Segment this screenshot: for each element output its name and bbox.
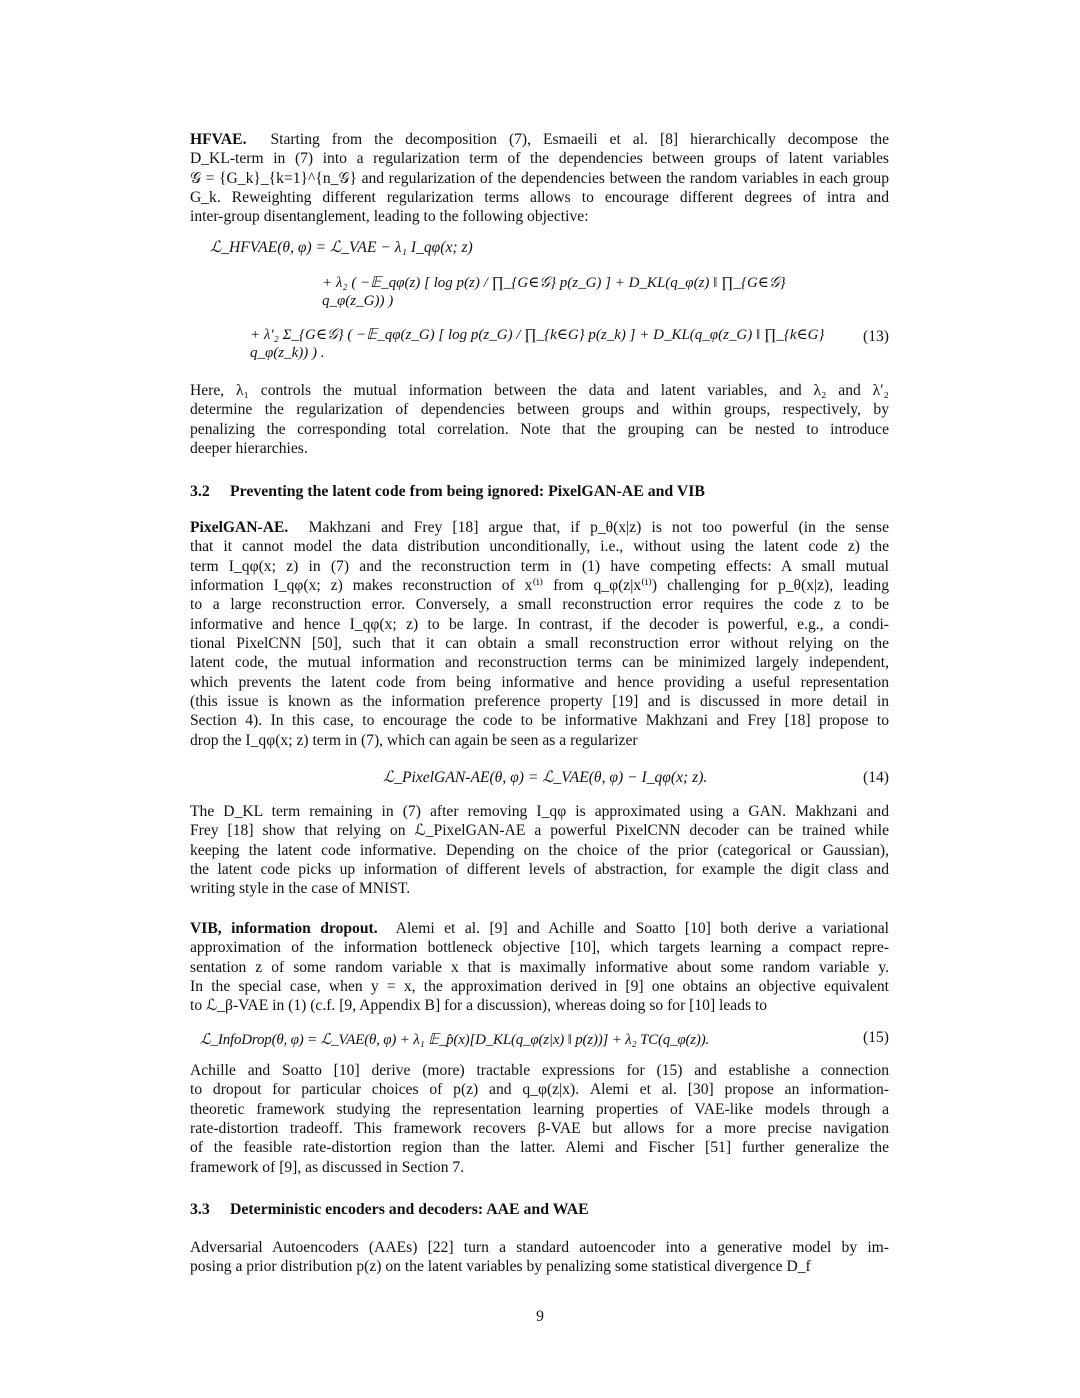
text-line: [190, 1061, 889, 1080]
line-text: inter-group disentanglement, leading to the following objective:: [190, 208, 589, 226]
paragraph-hfvae: [190, 130, 889, 227]
line-text: rate-distortion tradeoff. This framework recovers β-VAE but allows for a more precise navigation: [190, 1120, 889, 1138]
text-line: [190, 711, 889, 730]
text-line: [190, 518, 889, 537]
line-text: 𝒢 = {G_k}_{k=1}^{n_𝒢} and regularization of the dependencies between the random variables in each group: [190, 169, 889, 187]
text-line: [190, 1238, 889, 1257]
equation-14: ℒ_PixelGAN-AE(θ, φ) = ℒ_VAE(θ, φ) − I_qφ(x; z).: [383, 769, 708, 786]
text-line: [190, 879, 889, 898]
line-text: Frey [18] show that relying on ℒ_PixelGAN-AE a powerful PixelCNN decoder can be trained while: [190, 822, 889, 840]
paragraph-aae: [190, 1238, 889, 1277]
text-line: [190, 439, 889, 458]
paragraph-achille: [190, 1061, 889, 1177]
text-line: [190, 821, 889, 840]
line-text: theoretic framework studying the representation learning properties of VAE-like models through a: [190, 1100, 889, 1118]
text-line: [190, 130, 889, 149]
text-line: [190, 169, 889, 188]
text-line: [190, 653, 889, 672]
line-text: determine the regularization of dependencies between groups and within groups, respectively, by: [190, 401, 889, 419]
paragraph-here: [190, 381, 889, 458]
text-line: [190, 149, 889, 168]
text-line: [190, 576, 889, 595]
text-line: [190, 1100, 889, 1119]
line-text: (this issue is known as the information preference property [19] and is discussed in more detail in: [190, 693, 889, 711]
text-line: [190, 1257, 889, 1276]
text-line: [190, 1158, 889, 1177]
line-text: Starting from the decomposition (7), Esmaeili et al. [8] hierarchically decompose the: [246, 131, 889, 148]
text-line: [190, 595, 889, 614]
line-text: framework of [9], as discussed in Section 7.: [190, 1158, 465, 1176]
text-line: [190, 634, 889, 653]
line-text: sentation z of some random variable x that is maximally informative about some random variable y.: [190, 958, 889, 976]
equation-15: ℒ_InfoDrop(θ, φ) = ℒ_VAE(θ, φ) + λ₁ 𝔼_p̂(x)[D_KL(q_φ(z|x) ‖ p(z))] + λ₂ TC(q_φ(z)).: [200, 1032, 710, 1048]
line-text: that it cannot model the data distribution unconditionally, i.e., without using the latent code z) the: [190, 538, 889, 556]
line-text: G_k. Reweighting different regularization terms allows to encourage different degrees of intra and: [190, 189, 889, 207]
section-heading-3-2: [190, 483, 705, 501]
text-line: [190, 1080, 889, 1099]
equation-15-number: (15): [863, 1029, 889, 1046]
section-heading-3-3: [190, 1201, 589, 1219]
line-text: latent code, the mutual information and reconstruction terms can be minimized largely independent,: [190, 654, 889, 672]
text-line: [190, 996, 889, 1015]
line-text: to dropout for particular choices of p(z) and q_φ(z|x). Alemi et al. [30] propose an information-: [190, 1081, 889, 1099]
line-text: penalizing the corresponding total correlation. Note that the grouping can be nested to introduce: [190, 420, 889, 438]
line-text: the latent code picks up information of different levels of abstraction, for example the digit class and: [190, 861, 889, 879]
line-text: information I_qφ(x; z) makes reconstruction of x⁽ⁱ⁾ from q_φ(z|x⁽ⁱ⁾) challenging for p_θ(x|z), leading: [190, 577, 889, 595]
line-text: of the feasible rate-distortion region than the latter. Alemi and Fischer [51] further generalize the: [190, 1139, 889, 1157]
section-title: Deterministic encoders and decoders: AAE and WAE: [230, 1201, 589, 1218]
line-text: The D_KL term remaining in (7) after removing I_qφ is approximated using a GAN. Makhzani and: [190, 803, 889, 820]
equation-13-line-3: + λ′₂ Σ_{G∈𝒢} ( −𝔼_qφ(z_G) [ log p(z_G) / ∏_{k∈G} p(z_k) ] + D_KL(q_φ(z_G) ‖ ∏_{k∈G} q_φ(z_k)) ) .: [250, 327, 825, 361]
text-line: [190, 1138, 889, 1157]
line-text: drop the I_qφ(x; z) term in (7), which can again be seen as a regularizer: [190, 731, 638, 749]
line-text: Section 4). In this case, to encourage the code to be informative Makhzani and Frey [18] propose to: [190, 712, 889, 730]
text-line: [190, 188, 889, 207]
text-line: [190, 537, 889, 556]
text-line: [190, 841, 889, 860]
section-title: Preventing the latent code from being ignored: PixelGAN-AE and VIB: [230, 483, 705, 500]
text-line: [190, 802, 889, 821]
equation-13-number: (13): [863, 328, 889, 345]
line-text: D_KL-term in (7) into a regularization term of the dependencies between groups of latent variables: [190, 150, 889, 168]
page-number: 9: [536, 1308, 544, 1325]
text-line: [190, 977, 889, 996]
line-text: Makhzani and Frey [18] argue that, if p_θ(x|z) is not too powerful (in the sense: [288, 519, 889, 536]
text-line: [190, 958, 889, 977]
line-text: deeper hierarchies.: [190, 440, 308, 458]
line-text: informative and hence I_qφ(x; z) to be large. In contrast, if the decoder is powerful, e.g., a condi-: [190, 615, 889, 633]
line-text: posing a prior distribution p(z) on the latent variables by penalizing some statistical divergence D_f: [190, 1258, 811, 1276]
paragraph-lead: HFVAE.: [190, 131, 247, 148]
text-line: [190, 420, 889, 439]
paragraph-lead: PixelGAN-AE.: [190, 519, 289, 536]
line-text: Achille and Soatto [10] derive (more) tractable expressions for (15) and establishe a connection: [190, 1062, 889, 1079]
line-text: writing style in the case of MNIST.: [190, 880, 411, 898]
line-text: which prevents the latent code from being informative and hence providing a useful representation: [190, 673, 889, 691]
line-text: tional PixelCNN [50], such that it can obtain a small reconstruction error without relying on the: [190, 635, 889, 653]
line-text: to ℒ_β-VAE in (1) (c.f. [9, Appendix B] for a discussion), whereas doing so for [10] leads to: [190, 997, 768, 1015]
text-line: [190, 860, 889, 879]
text-line: [190, 381, 889, 400]
line-text: approximation of the information bottleneck objective [10], which targets learning a compact repre-: [190, 939, 889, 957]
line-text: to a large reconstruction error. Conversely, a small reconstruction error requires the code z to be: [190, 596, 889, 614]
text-line: [190, 919, 889, 938]
paragraph-lead: VIB, information dropout.: [190, 920, 378, 937]
text-line: [190, 557, 889, 576]
text-line: [190, 207, 889, 226]
paragraph-vib: [190, 919, 889, 1016]
line-text: term I_qφ(x; z) in (7) and the reconstruction term in (1) have competing effects: A small mutual: [190, 557, 889, 575]
text-line: [190, 692, 889, 711]
section-number: 3.2: [190, 483, 210, 500]
text-line: [190, 673, 889, 692]
line-text: Adversarial Autoencoders (AAEs) [22] turn a standard autoencoder into a generative model by im-: [190, 1239, 889, 1256]
equation-13-line-2: + λ₂ ( −𝔼_qφ(z) [ log p(z) / ∏_{G∈𝒢} p(z_G) ] + D_KL(q_φ(z) ‖ ∏_{G∈𝒢} q_φ(z_G)) ): [322, 275, 786, 309]
text-line: [190, 615, 889, 634]
text-line: [190, 400, 889, 419]
paragraph-dkl: [190, 802, 889, 899]
section-number: 3.3: [190, 1201, 210, 1218]
text-line: [190, 731, 889, 750]
line-text: keeping the latent code informative. Depending on the choice of the prior (categorical or Gaussian),: [190, 841, 889, 859]
text-line: [190, 938, 889, 957]
paragraph-pixelgan: [190, 518, 889, 750]
equation-14-number: (14): [863, 769, 889, 786]
line-text: Here, λ₁ controls the mutual information between the data and latent variables, and λ₂ and λ′₂: [190, 382, 889, 399]
line-text: In the special case, when y = x, the approximation derived in [9] one obtains an objective equivalent: [190, 978, 889, 996]
equation-13-line-1: ℒ_HFVAE(θ, φ) = ℒ_VAE − λ₁ I_qφ(x; z): [210, 239, 473, 256]
text-line: [190, 1119, 889, 1138]
line-text: Alemi et al. [9] and Achille and Soatto [10] both derive a variational: [377, 920, 890, 937]
